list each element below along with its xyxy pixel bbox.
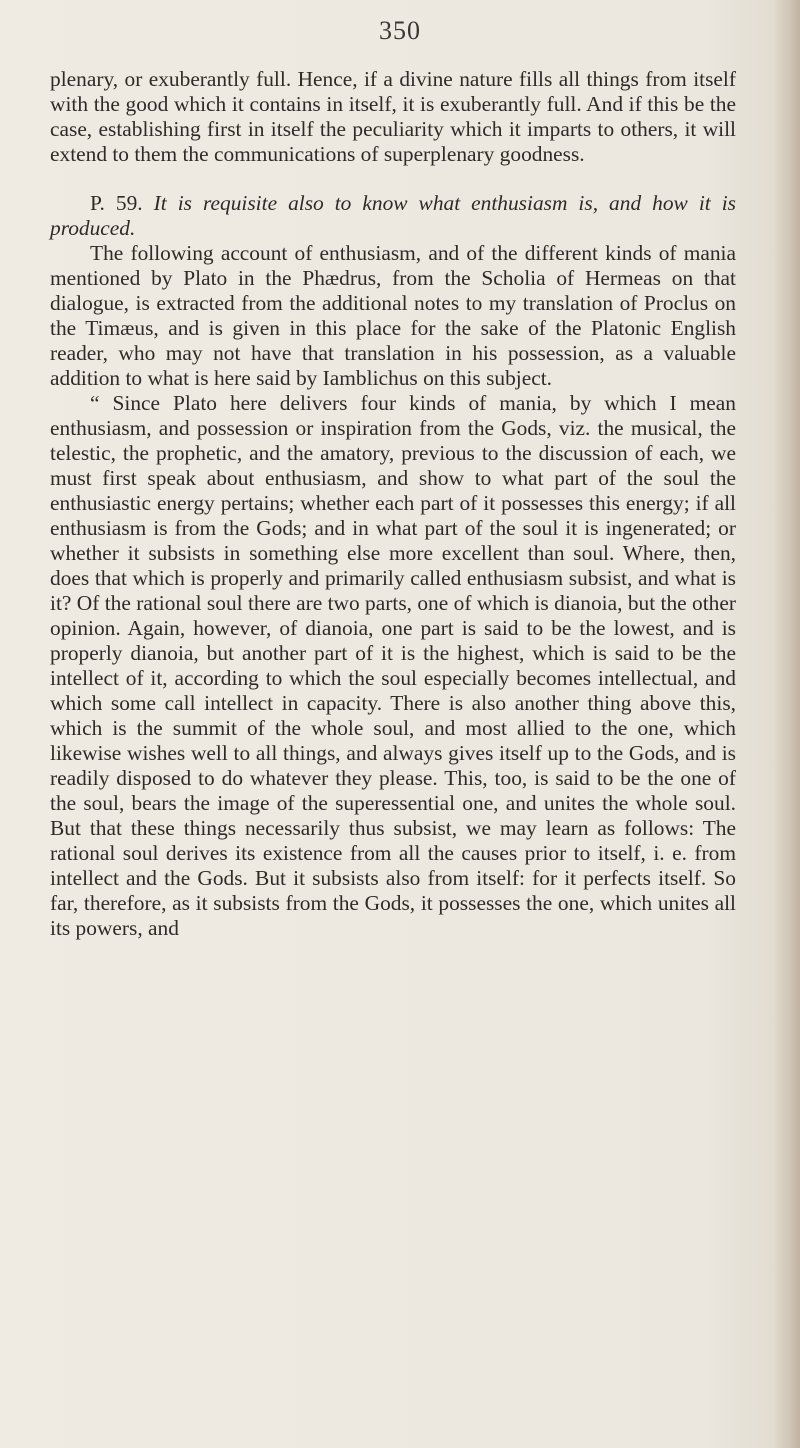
section-label: P. 59.: [90, 191, 143, 215]
paragraph-continued: plenary, or exuberantly full. Hence, if a divine nature fills all things from itself with the good which it contains in itself, it is exuberantly full. And if this be the case, establishing first in itself the peculiarity which it imparts to others, it will extend to them the communications of superplenary goodness.: [50, 67, 736, 166]
section-spacer: [50, 167, 736, 191]
page-edge-shadow: [774, 0, 800, 1448]
paragraph-quotation: “ Since Plato here delivers four kinds of mania, by which I mean enthusiasm, and possession or inspiration from the Gods, viz. the musical, the telestic, the prophetic, and the amatory, previous to the discussion of each, we must first speak about enthusiasm, and show to what part of the soul the enthusiastic energy pertains; whether each part of it possesses this energy; if all enthusiasm is from the Gods; and in what part of the soul it is ingenerated; or whether it subsists in something else more excellent than soul. Where, then, does that which is properly and primarily called enthusiasm subsist, and what is it? Of the rational soul there are two parts, one of which is dianoia, but the other opinion. Again, however, of dianoia, one part is said to be the lowest, and is properly dianoia, but another part of it is the highest, which is said to be the intellect of it, according to which the soul especially becomes intellectual, and which some call intellect in capacity. There is also another thing above this, which is the summit of the whole soul, and most allied to the one, which likewise wishes well to all things, and always gives itself up to the Gods, and is readily disposed to do whatever they please. This, too, is said to be the one of the soul, bears the image of the superessential one, and unites the whole soul. But that these things necessarily thus subsist, we may learn as follows: The rational soul derives its existence from all the causes prior to itself, i. e. from intellect and the Gods. But it subsists also from itself: for it perfects itself. So far, therefore, as it subsists from the Gods, it possesses the one, which unites all its powers, and: [50, 391, 736, 940]
page-body: [50, 67, 736, 941]
page-number: 350: [379, 16, 421, 45]
section-heading: [50, 191, 736, 241]
section-title: It is requisite also to know what enthusiasm is, and how it is produced.: [50, 191, 736, 240]
paragraph-intro: The following account of enthusiasm, and of the different kinds of mania mentioned by Plato in the Phædrus, from the Scholia of Hermeas on that dialogue, is extracted from the additional notes to my translation of Proclus on the Timæus, and is given in this place for the sake of the Platonic English reader, who may not have that translation in his possession, as a valuable addition to what is here said by Iamblichus on this subject.: [50, 241, 736, 390]
